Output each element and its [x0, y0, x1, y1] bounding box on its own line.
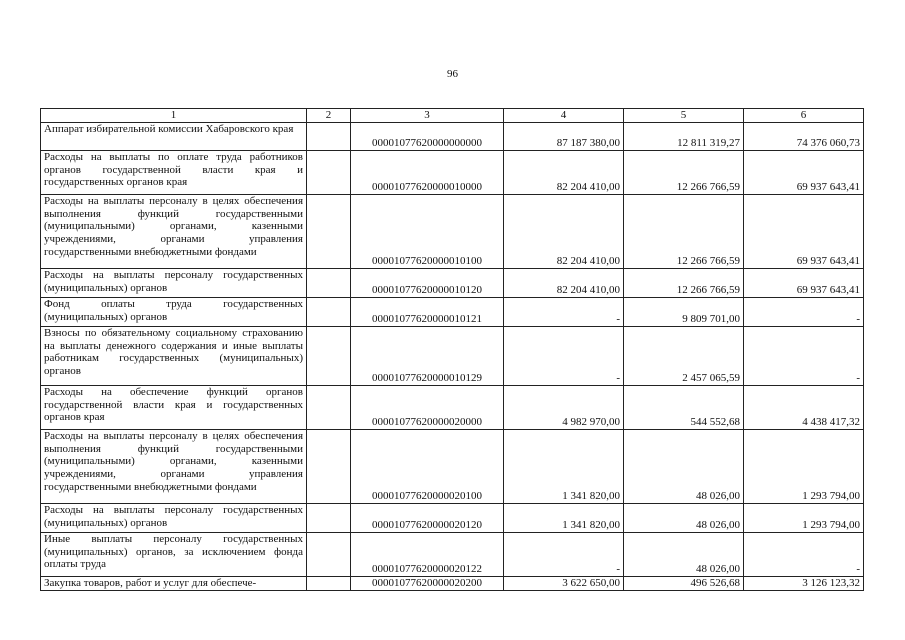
row-value-6: 3 126 123,32	[744, 577, 864, 591]
column-header-1: 1	[41, 109, 307, 123]
row-code: 00001077620000020200	[351, 577, 504, 591]
row-name: Расходы на выплаты персоналу в целях обеспечения выполнения функций государственными (муниципальными) органами, казенными учреждениями, органами управления государственными внебюджетными фондами	[41, 430, 307, 504]
row-code: 00001077620000020122	[351, 533, 504, 577]
table-row	[41, 269, 864, 298]
row-value-5: 2 457 065,59	[624, 327, 744, 386]
row-col2	[307, 269, 351, 298]
budget-table-container	[40, 108, 864, 591]
row-code: 00001077620000010120	[351, 269, 504, 298]
table-row	[41, 504, 864, 533]
row-name: Иные выплаты персоналу государственных (муниципальных) органов, за исключением фонда оплаты труда	[41, 533, 307, 577]
header-row	[41, 109, 864, 123]
table-row	[41, 123, 864, 151]
row-col2	[307, 577, 351, 591]
row-value-5: 48 026,00	[624, 504, 744, 533]
row-col2	[307, 430, 351, 504]
row-value-6: -	[744, 298, 864, 327]
row-value-5: 12 266 766,59	[624, 269, 744, 298]
row-value-4: 1 341 820,00	[504, 430, 624, 504]
column-header-3: 3	[351, 109, 504, 123]
row-value-6: 74 376 060,73	[744, 123, 864, 151]
row-name: Расходы на выплаты персоналу государственных (муниципальных) органов	[41, 504, 307, 533]
budget-table	[40, 108, 864, 591]
table-row	[41, 386, 864, 430]
row-value-4: 82 204 410,00	[504, 195, 624, 269]
row-value-4: -	[504, 533, 624, 577]
row-code: 00001077620000000000	[351, 123, 504, 151]
row-name: Расходы на выплаты по оплате труда работников органов государственной власти края и государственных органов края	[41, 151, 307, 195]
row-value-6: -	[744, 533, 864, 577]
row-value-6: 1 293 794,00	[744, 430, 864, 504]
column-header-2: 2	[307, 109, 351, 123]
row-value-6: -	[744, 327, 864, 386]
row-name: Аппарат избирательной комиссии Хабаровского края	[41, 123, 307, 151]
row-name: Расходы на выплаты персоналу в целях обеспечения выполнения функций государственными (муниципальными) органами, казенными учреждениями, органами управления государственными внебюджетными фондами	[41, 195, 307, 269]
column-header-4: 4	[504, 109, 624, 123]
row-value-6: 69 937 643,41	[744, 195, 864, 269]
table-row	[41, 327, 864, 386]
column-header-6: 6	[744, 109, 864, 123]
table-row	[41, 577, 864, 591]
row-value-4: 82 204 410,00	[504, 151, 624, 195]
row-code: 00001077620000020120	[351, 504, 504, 533]
row-code: 00001077620000010000	[351, 151, 504, 195]
row-code: 00001077620000020100	[351, 430, 504, 504]
row-name: Фонд оплаты труда государственных (муниципальных) органов	[41, 298, 307, 327]
row-value-4: -	[504, 327, 624, 386]
row-value-4: 87 187 380,00	[504, 123, 624, 151]
page-number: 96	[447, 68, 458, 80]
row-value-5: 12 811 319,27	[624, 123, 744, 151]
row-value-5: 48 026,00	[624, 533, 744, 577]
row-value-6: 69 937 643,41	[744, 151, 864, 195]
row-value-4: 4 982 970,00	[504, 386, 624, 430]
row-col2	[307, 298, 351, 327]
row-name: Расходы на выплаты персоналу государственных (муниципальных) органов	[41, 269, 307, 298]
table-row	[41, 151, 864, 195]
table-row	[41, 533, 864, 577]
row-value-4: 3 622 650,00	[504, 577, 624, 591]
row-value-4: -	[504, 298, 624, 327]
row-value-5: 12 266 766,59	[624, 151, 744, 195]
row-value-6: 4 438 417,32	[744, 386, 864, 430]
row-value-5: 544 552,68	[624, 386, 744, 430]
row-col2	[307, 123, 351, 151]
row-value-6: 1 293 794,00	[744, 504, 864, 533]
row-value-4: 1 341 820,00	[504, 504, 624, 533]
row-col2	[307, 151, 351, 195]
row-col2	[307, 386, 351, 430]
row-code: 00001077620000010129	[351, 327, 504, 386]
row-col2	[307, 504, 351, 533]
table-row	[41, 430, 864, 504]
row-value-5: 496 526,68	[624, 577, 744, 591]
row-col2	[307, 195, 351, 269]
row-col2	[307, 533, 351, 577]
row-name: Закупка товаров, работ и услуг для обеспече-	[41, 577, 307, 591]
row-code: 00001077620000010121	[351, 298, 504, 327]
row-code: 00001077620000020000	[351, 386, 504, 430]
column-header-5: 5	[624, 109, 744, 123]
row-value-4: 82 204 410,00	[504, 269, 624, 298]
row-value-5: 9 809 701,00	[624, 298, 744, 327]
row-name: Расходы на обеспечение функций органов государственной власти края и государственных органов края	[41, 386, 307, 430]
row-col2	[307, 327, 351, 386]
row-value-5: 12 266 766,59	[624, 195, 744, 269]
table-row	[41, 195, 864, 269]
row-code: 00001077620000010100	[351, 195, 504, 269]
row-name: Взносы по обязательному социальному страхованию на выплаты денежного содержания и иные выплаты работникам государственных (муниципальных) органов	[41, 327, 307, 386]
row-value-5: 48 026,00	[624, 430, 744, 504]
row-value-6: 69 937 643,41	[744, 269, 864, 298]
table-row	[41, 298, 864, 327]
